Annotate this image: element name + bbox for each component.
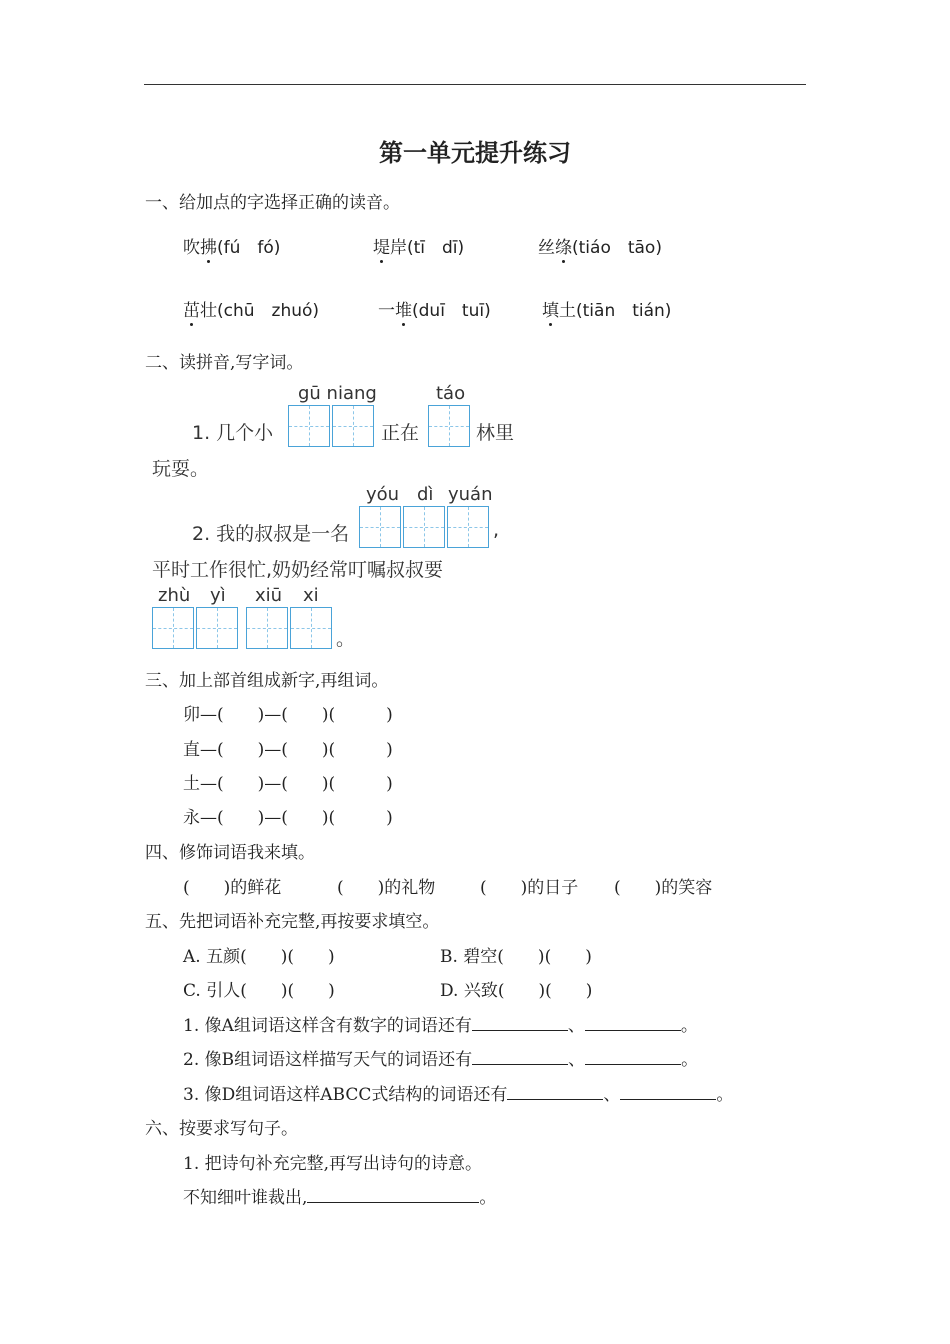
q2-end: 。 [336, 628, 356, 650]
pinyin-choice-4: 茁壮(chū zhuó) [183, 296, 319, 321]
answer-blank[interactable] [620, 1085, 716, 1100]
pinyin-xi: xi [303, 585, 319, 606]
idiom-c: C. 引人( )( ) [183, 981, 335, 1001]
radical-row-3: 土—( )—( )( ) [183, 774, 393, 794]
radical-row-4: 永—( )—( )( ) [183, 808, 393, 828]
q2-prefix: 2. 我的叔叔是一名 [192, 523, 350, 545]
q1-prefix: 1. 几个小 [192, 422, 274, 444]
answer-blank[interactable] [585, 1050, 681, 1065]
pinyin-xiu: xiū [255, 585, 283, 606]
section-6-heading: 六、按要求写句子。 [145, 1119, 298, 1139]
pinyin-choice-1: 吹拂(fú fó) [183, 233, 280, 258]
modifier-item-3: ( )的日子 [480, 878, 579, 898]
section-2-heading: 二、读拼音,写字词。 [145, 353, 304, 373]
q1-mid: 正在 [381, 422, 420, 444]
radical-row-1: 卯—( )—( )( ) [183, 705, 393, 725]
write-box[interactable] [246, 607, 288, 649]
pinyin-you: yóu [366, 484, 400, 505]
section-5-heading: 五、先把词语补充完整,再按要求填空。 [145, 912, 440, 932]
radical-row-2: 直—( )—( )( ) [183, 740, 393, 760]
modifier-item-1: ( )的鲜花 [183, 878, 282, 898]
pinyin-gu-niang: gū niang [298, 383, 377, 404]
pinyin-tao: táo [436, 383, 466, 404]
write-box[interactable] [359, 506, 401, 548]
fill-question-1: 1. 像A组词语这样含有数字的词语还有 、 。 [183, 1016, 698, 1036]
pinyin-zhu: zhù [158, 585, 191, 606]
answer-blank[interactable] [472, 1050, 568, 1065]
pinyin-yuan: yuán [448, 484, 493, 505]
q2-comma: , [493, 519, 500, 541]
idiom-d: D. 兴致( )( ) [440, 981, 593, 1001]
idiom-b: B. 碧空( )( ) [440, 947, 592, 967]
write-box[interactable] [152, 607, 194, 649]
idiom-a: A. 五颜( )( ) [183, 947, 335, 967]
write-box[interactable] [290, 607, 332, 649]
q1-line2: 玩耍。 [152, 458, 210, 480]
write-box[interactable] [403, 506, 445, 548]
q2-line2: 平时工作很忙,奶奶经常叮嘱叔叔要 [152, 559, 444, 581]
q1-suffix: 林里 [476, 422, 515, 444]
pinyin-yi: yì [210, 585, 226, 606]
pinyin-choice-6: 填土(tiān tián) [542, 296, 671, 321]
fill-question-2: 2. 像B组词语这样描写天气的词语还有 、 。 [183, 1050, 699, 1070]
pinyin-di: dì [417, 484, 434, 505]
pinyin-choice-3: 丝绦(tiáo tāo) [538, 233, 662, 258]
sentence-question-1: 1. 把诗句补充完整,再写出诗句的诗意。 [183, 1154, 483, 1174]
poem-line: 不知细叶谁裁出, 。 [183, 1188, 497, 1208]
section-4-heading: 四、修饰词语我来填。 [145, 843, 315, 863]
pinyin-choice-2: 堤岸(tī dī) [373, 233, 464, 258]
answer-blank[interactable] [307, 1188, 479, 1203]
write-box[interactable] [332, 405, 374, 447]
write-box[interactable] [447, 506, 489, 548]
answer-blank[interactable] [507, 1085, 603, 1100]
answer-blank[interactable] [585, 1016, 681, 1031]
section-3-heading: 三、加上部首组成新字,再组词。 [145, 671, 389, 691]
section-1-heading: 一、给加点的字选择正确的读音。 [145, 193, 400, 213]
modifier-item-2: ( )的礼物 [337, 878, 436, 898]
page-title: 第一单元提升练习 [379, 138, 571, 167]
write-box[interactable] [196, 607, 238, 649]
top-rule [144, 84, 806, 85]
write-box[interactable] [288, 405, 330, 447]
write-box[interactable] [428, 405, 470, 447]
pinyin-choice-5: 一堆(duī tuī) [378, 296, 491, 321]
answer-blank[interactable] [472, 1016, 568, 1031]
fill-question-3: 3. 像D组词语这样ABCC式结构的词语还有 、 。 [183, 1085, 734, 1105]
modifier-item-4: ( )的笑容 [614, 878, 713, 898]
